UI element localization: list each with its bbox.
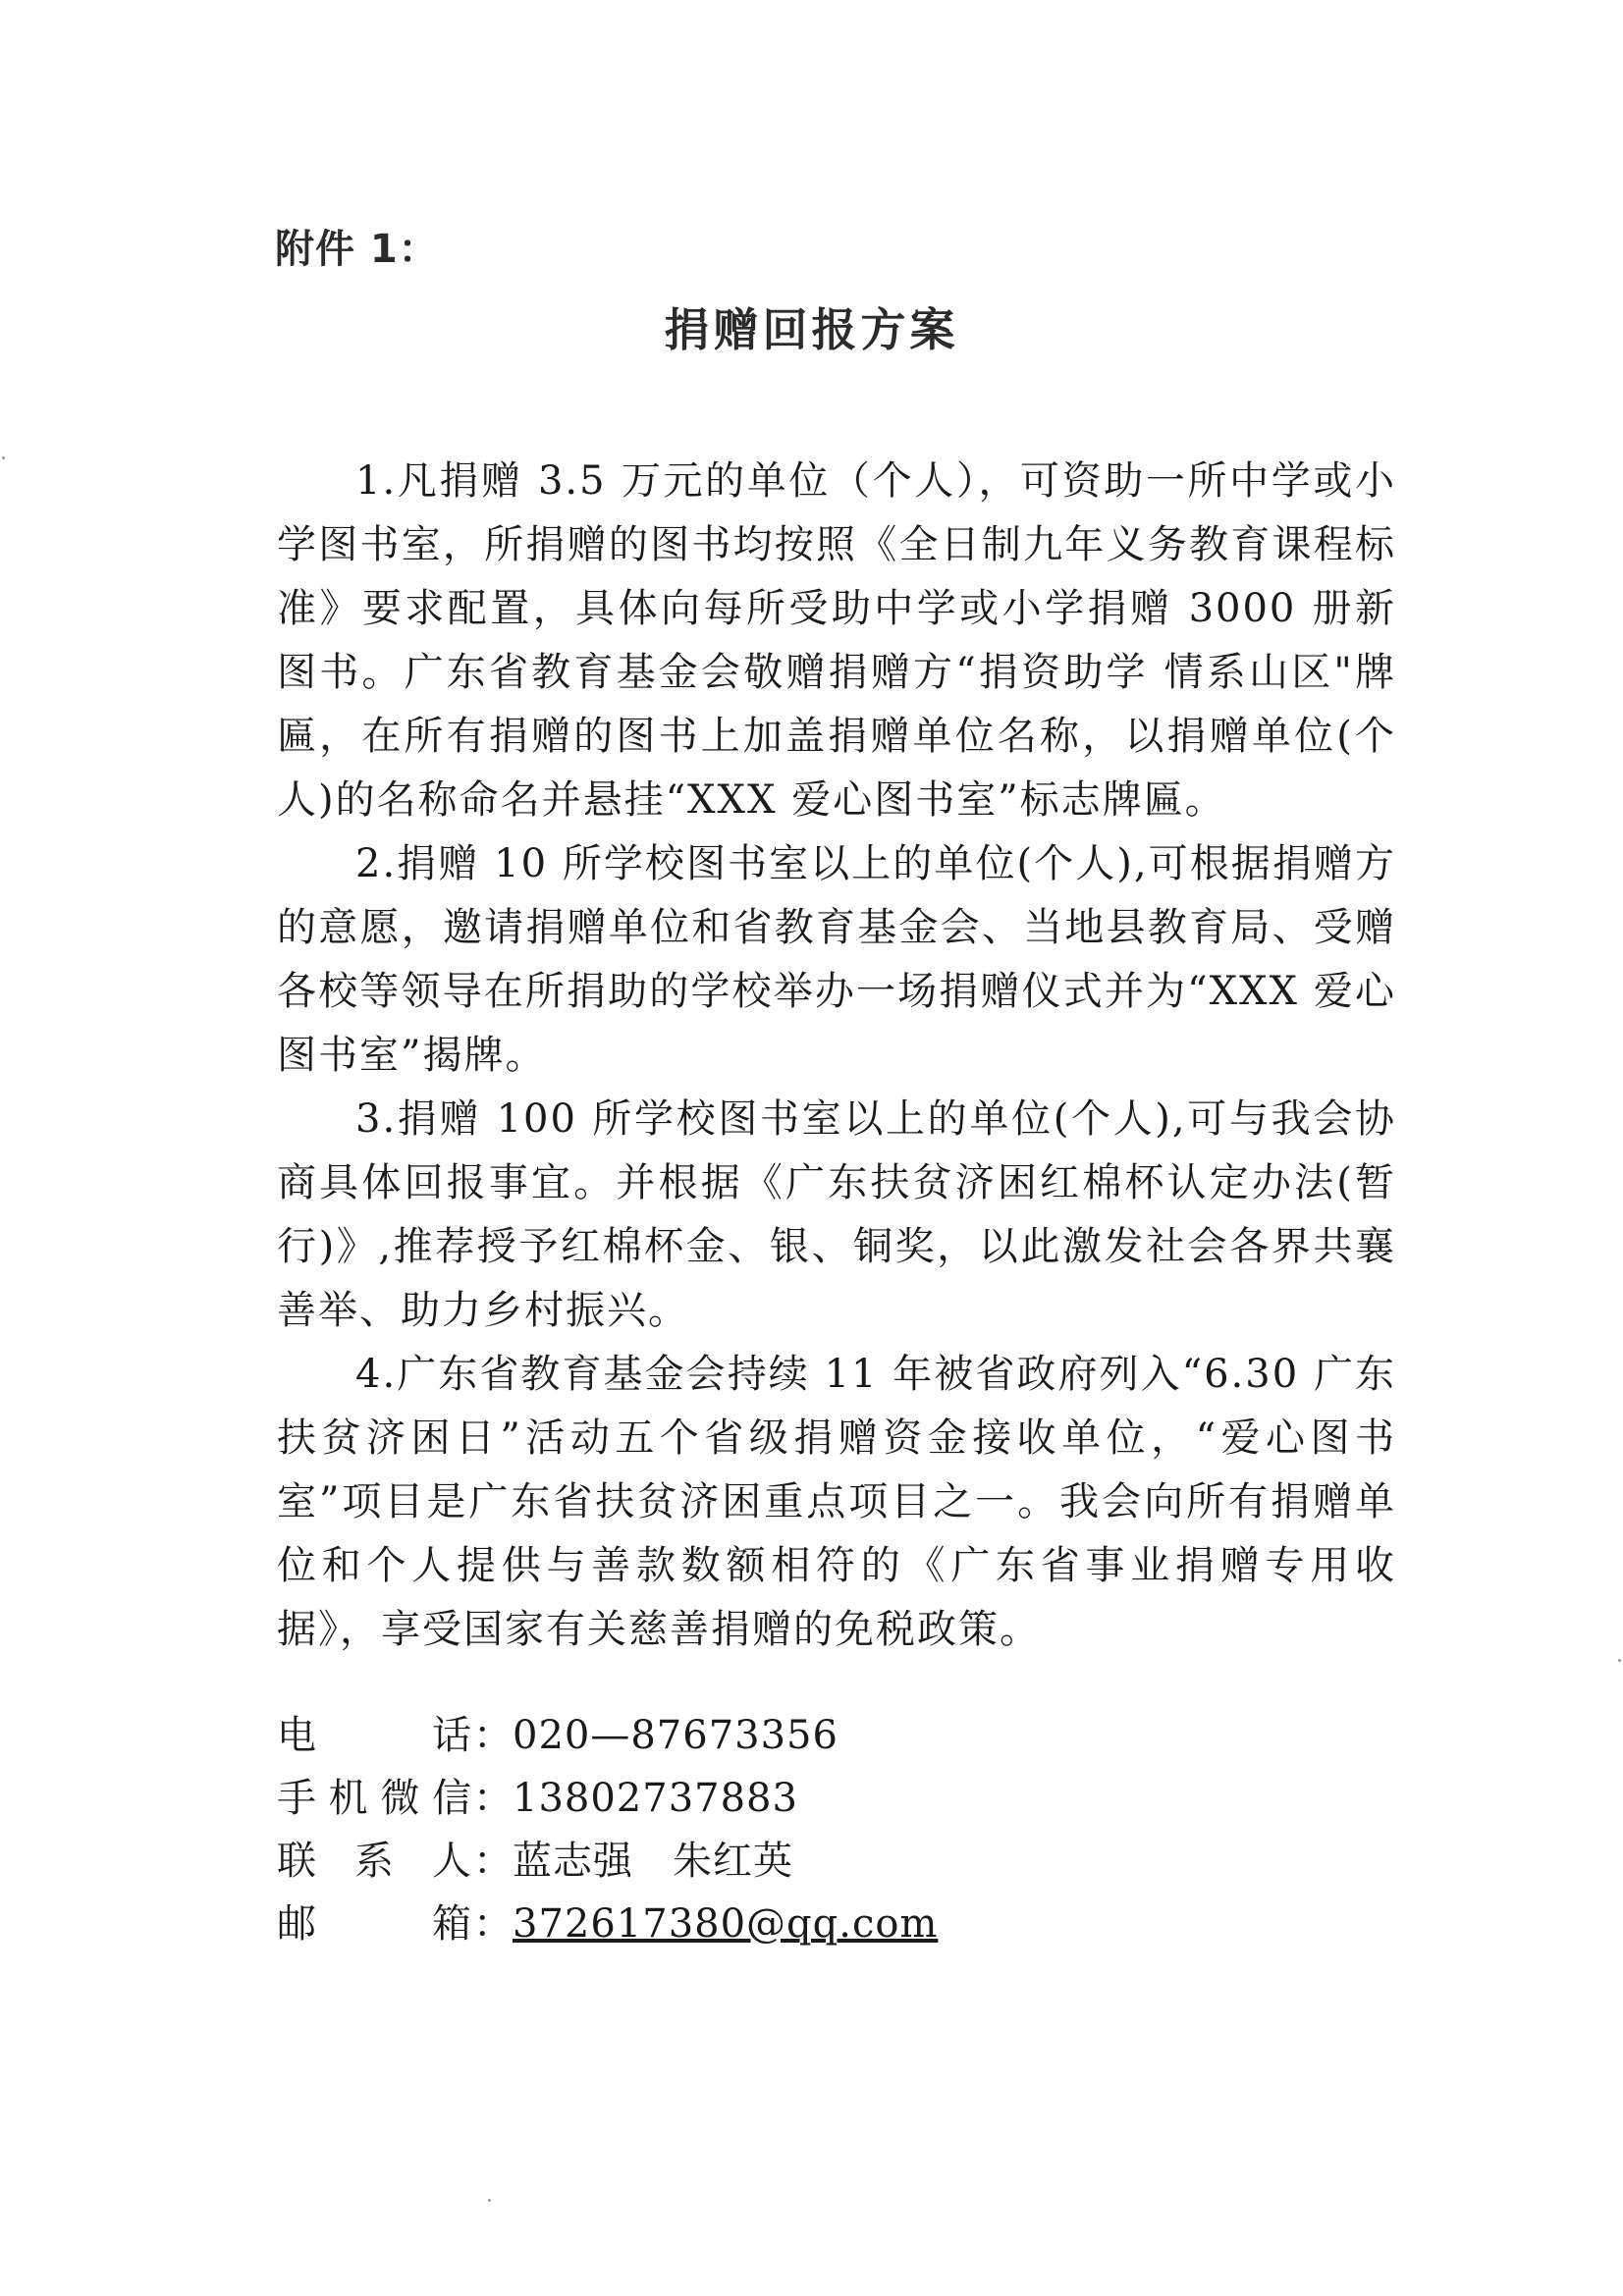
email-link[interactable]: 372617380@qq.com bbox=[513, 1901, 939, 1947]
email-label: 邮箱 bbox=[277, 1901, 473, 1947]
contact-row-phone bbox=[277, 1704, 938, 1767]
email-colon: ： bbox=[473, 1901, 514, 1947]
contact-row-person bbox=[277, 1830, 938, 1893]
scan-artifact bbox=[2, 456, 5, 459]
contact-person-2: 朱红英 bbox=[673, 1839, 793, 1884]
scan-artifact bbox=[488, 2199, 491, 2202]
page-title: 捐赠回报方案 bbox=[664, 303, 959, 356]
paragraph-1: 1.凡捐赠 3.5 万元的单位（个人），可资助一所中学或小学图书室，所捐赠的图书均按照《全日制九年义务教育课程标准》要求配置，具体向每所受助中学或小学捐赠 3000 册新图书。广东省教育基金会敬赠捐赠方“捐资助学 情系山区"牌匾，在所有捐赠的图书上加盖捐赠单位名称，以捐赠单位(个人)的名称命名并悬挂“XXX 爱心图书室”标志牌匾。 bbox=[277, 458, 1396, 823]
attachment-label: 附件 1： bbox=[275, 227, 439, 272]
wechat-label: 手机微信 bbox=[277, 1776, 473, 1821]
phone-label: 电话 bbox=[277, 1713, 473, 1758]
contact-row-wechat bbox=[277, 1767, 938, 1830]
document-body bbox=[277, 450, 1396, 1662]
phone-value: 020—87673356 bbox=[513, 1713, 839, 1758]
phone-colon: ： bbox=[473, 1713, 514, 1758]
paragraph-4: 4.广东省教育基金会持续 11 年被省政府列入“6.30 广东扶贫济困日”活动五个省级捐赠资金接收单位，“爱心图书室”项目是广东省扶贫济困重点项目之一。我会向所有捐赠单位和个人提供与善款数额相符的《广东省事业捐赠专用收据》，享受国家有关慈善捐赠的免税政策。 bbox=[277, 1352, 1396, 1652]
scan-artifact bbox=[1618, 1659, 1621, 1662]
person-colon: ： bbox=[473, 1839, 514, 1884]
paragraph-2: 2.捐赠 10 所学校图书室以上的单位(个人),可根据捐赠方的意愿，邀请捐赠单位和省教育基金会、当地县教育局、受赠各校等领导在所捐助的学校举办一场捐赠仪式并为“XXX 爱心图书室”揭牌。 bbox=[277, 841, 1396, 1078]
wechat-value: 13802737883 bbox=[513, 1776, 798, 1821]
person-spacer bbox=[633, 1830, 673, 1893]
wechat-colon: ： bbox=[473, 1776, 514, 1821]
contact-person-1: 蓝志强 bbox=[513, 1839, 633, 1884]
contact-block bbox=[277, 1704, 938, 1955]
person-label: 联系人 bbox=[277, 1839, 473, 1884]
paragraph-3: 3.捐赠 100 所学校图书室以上的单位(个人),可与我会协商具体回报事宜。并根据《广东扶贫济困红棉杯认定办法(暂行)》,推荐授予红棉杯金、银、铜奖，以此激发社会各界共襄善举、助力乡村振兴。 bbox=[277, 1096, 1396, 1333]
contact-row-email bbox=[277, 1893, 938, 1955]
